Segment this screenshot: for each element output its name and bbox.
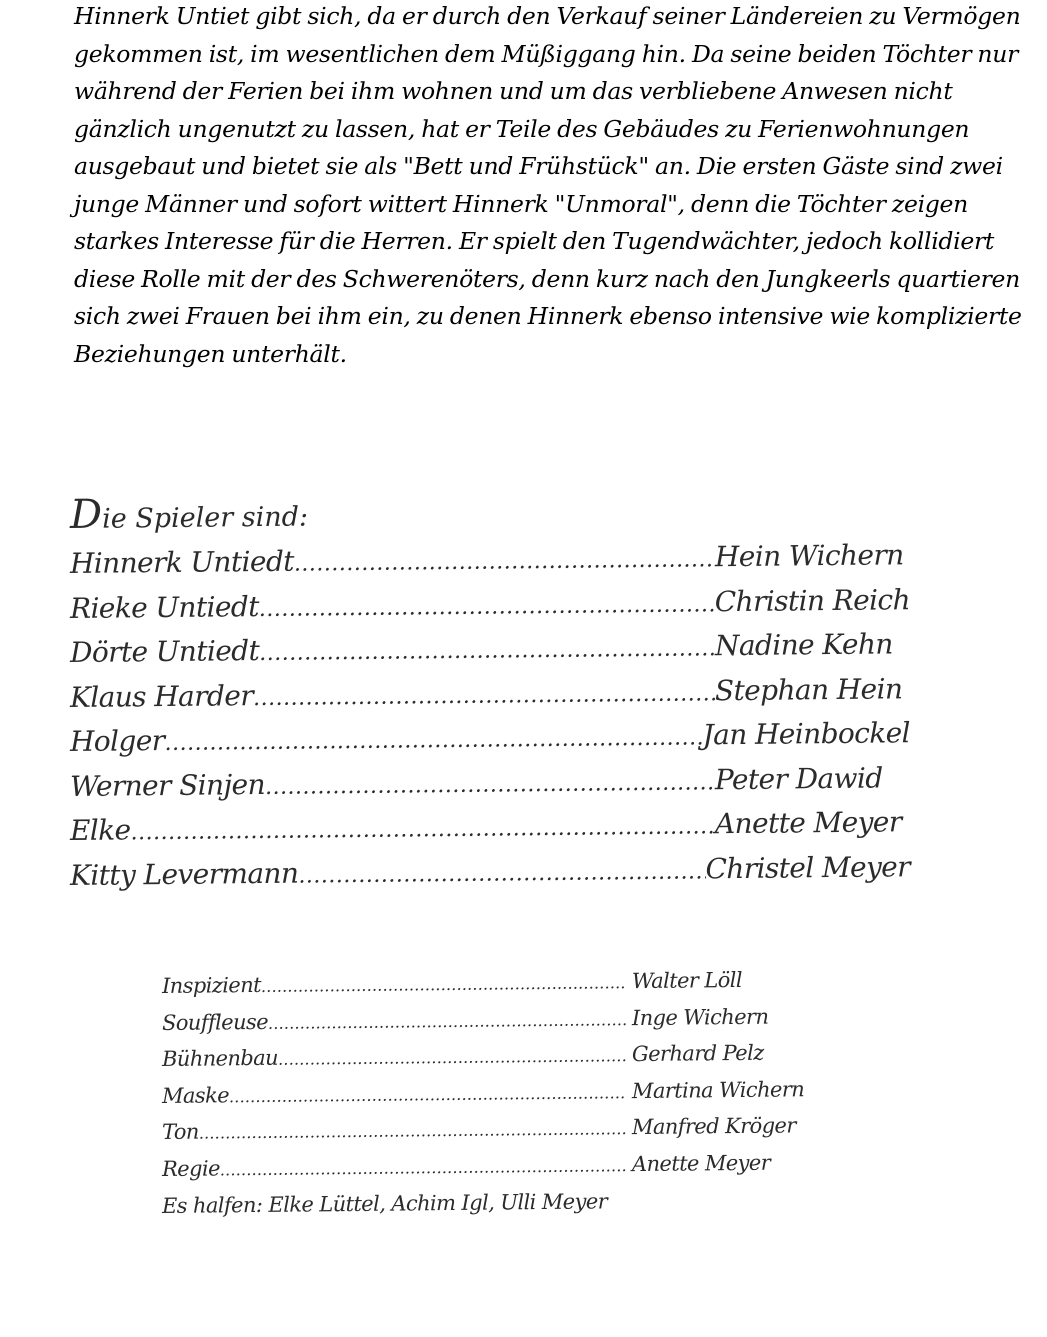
- cast-role: Hinnerk Untiedt: [69, 544, 295, 580]
- cast-row: [70, 622, 910, 675]
- crew-person: Gerhard Pelz: [631, 1040, 764, 1067]
- leader-dots: [294, 538, 716, 586]
- cast-role: Elke: [69, 813, 131, 847]
- cast-role: Werner Sinjen: [69, 767, 266, 803]
- cast-row: [70, 800, 910, 853]
- cast-role: Holger: [69, 724, 165, 758]
- synopsis-paragraph: Hinnerk Untiet gibt sich, da er durch den Verkauf seiner Ländereien zu Vermögen gekommen ist, im wesentlichen dem Müßiggang hin. Da seine beiden Töchter nur während der Ferien bei ihm wohnen und um das verbliebene Anwesen nicht gänzlich ungenutzt zu lassen, hat er Teile des Gebäudes zu Ferienwohnungen ausgebaut und bietet sie als "Bett und Frühstück" an. Die ersten Gäste sind zwei junge Männer und sofort wittert Hinnerk "Unmoral", denn die Töchter zeigen starkes Interesse für die Herren. Er spielt den Tugendwächter, jedoch kollidiert diese Rolle mit der des Schwerenöters, denn kurz nach den Jungkeerls quartieren sich zwei Frauen bei ihm ein, zu denen Hinnerk ebenso intensive wie komplizierte Beziehungen unterhält.: [74, 2, 1022, 368]
- crew-person: Inge Wichern: [631, 1004, 769, 1030]
- cast-actor: Christel Meyer: [705, 849, 911, 885]
- crew-person: Walter Löll: [631, 967, 743, 994]
- crew-list: [162, 968, 822, 1224]
- crew-role: Souffleuse: [161, 1009, 269, 1035]
- crew-role: Bühnenbau: [161, 1045, 279, 1072]
- cast-actor: Hein Wichern: [714, 538, 904, 574]
- helpers-line: Es halfen: Elke Lüttel, Achim Igl, Ulli Meyer: [161, 1188, 608, 1218]
- cast-role: Kitty Levermann: [69, 856, 299, 892]
- cast-role: Rieke Untiedt: [69, 589, 259, 625]
- leader-dots: [278, 1038, 626, 1078]
- cast-row: [70, 711, 910, 764]
- cast-actor: Nadine Kehn: [714, 627, 893, 663]
- crew-person: Anette Meyer: [631, 1150, 771, 1177]
- crew-role: Maske: [161, 1083, 230, 1108]
- crew-role: Regie: [161, 1156, 220, 1181]
- leader-dots: [268, 1002, 626, 1042]
- cast-list: [70, 492, 910, 898]
- cast-row: [70, 845, 910, 898]
- cast-role: Dörte Untiedt: [69, 634, 260, 669]
- leader-dots: [298, 850, 706, 898]
- crew-row: [162, 961, 822, 1005]
- cast-actor: Stephan Hein: [714, 671, 903, 707]
- cast-actor: Jan Heinbockel: [702, 716, 911, 752]
- crew-role: Ton: [161, 1119, 199, 1145]
- leader-dots: [220, 1148, 627, 1188]
- cast-heading: [70, 483, 910, 542]
- crew-person: Martina Wichern: [631, 1077, 805, 1103]
- cast-heading-text: ie Spieler sind:: [101, 501, 309, 535]
- cast-actor: Anette Meyer: [714, 805, 902, 841]
- cast-row: [70, 533, 910, 586]
- cast-actor: Christin Reich: [714, 582, 911, 618]
- crew-person: Manfred Kröger: [631, 1113, 796, 1140]
- cast-heading-initial: D: [69, 491, 103, 538]
- cast-actor: Peter Dawid: [714, 760, 883, 796]
- leader-dots: [259, 627, 715, 676]
- crew-row: [162, 1144, 822, 1188]
- cast-role: Klaus Harder: [69, 678, 254, 714]
- leader-dots: [261, 965, 626, 1005]
- crew-role: Inspizient: [161, 972, 262, 998]
